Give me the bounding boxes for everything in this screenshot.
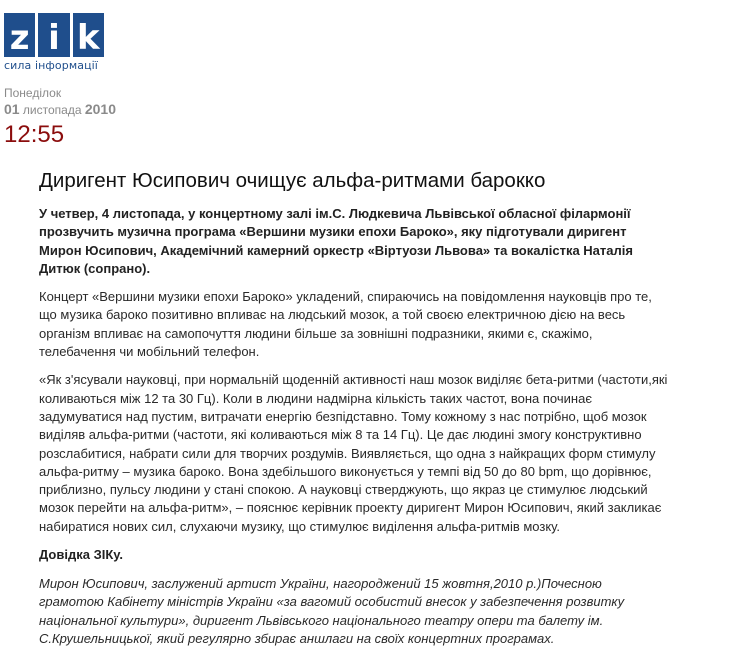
date-month: листопада [22,103,82,117]
lead-line: У четвер, 4 листопада, у концертному залі ім.С. Людкевича Львівської обласної філармонії [39,206,631,221]
paragraph-line: мозок перейти на альфа-ритм», – пояснює керівник проекту диригент Мирон Юсипович, який закликає [39,500,662,516]
bio-line: грамотою Кабінету міністрів України «за вагомий особистий внесок у забезпечення розвитку [39,594,625,610]
date-year: 2010 [84,101,117,117]
paragraph-line: телебачення чи мобільний телефон. [39,344,260,360]
paragraph-line: організм впливає на самопочуття людини більше за зовнішні подразники, якими є, скажімо, [39,325,593,341]
article [39,168,739,658]
article-paragraph-1 [39,288,739,361]
paragraph-line: задумуватися над пустим, витрачати енергію безпідставно. Тому кожному з нас потрібно, щоб мозок [39,408,647,424]
weekday: Понеділок [4,86,62,100]
logo-letters [4,13,104,57]
time: 12:55 [4,121,65,148]
paragraph-line: альфа-ритму – музика бароко. Вона здебільшого виконується у темпі від 50 до 80 bpm, що дорівнює, [39,463,652,479]
paragraph-line: приблизно, пульсу людини у стані спокою. А науковці стверджують, що якраз це стимулює людський [39,482,648,498]
article-headline: Диригент Юсипович очищує альфа-ритмами барокко [39,169,546,192]
date-block [4,86,116,149]
lead-line: Мирон Юсипович, Академічний камерний оркестр «Віртуози Львова» та вокалістка Наталія [39,242,633,258]
logo-letter-k [73,13,104,57]
bio-line: Мирон Юсипович, заслужений артист України, нагороджений 15 жовтня,2010 р.)Почесною [39,576,602,592]
paragraph-line: «Як з'ясували науковці, при нормальній щоденній активності наш мозок виділяє бета-ритми (частоти,які [39,372,668,388]
article-lead [39,205,739,278]
logo-tagline: сила інформації [4,59,98,72]
paragraph-line: виділяв альфа-ритми (частоти, які коливаються між 8 та 14 Гц). Це дає людині змогу конструктивно [39,427,642,443]
logo-letter-i [38,13,69,57]
bio-line: С.Крушельницької, який регулярно збирає аншлаги на своїх концертних програмах. [39,630,555,646]
logo-letter-z-text: z [9,18,30,58]
date-line [4,101,116,118]
lead-line: прозвучить музична програма «Вершини музики епохи Бароко», яку підготували диригент [39,224,627,240]
logo-letter-k-text: k [77,18,100,58]
lead-line: Дитюк (сопрано). [39,260,151,276]
paragraph-line: розслабитися, набрати сили для творчих роздумів. Виявляється, що одна з найкращих форм стимулу [39,445,656,461]
article-paragraph-2 [39,371,739,536]
bio-paragraph [39,575,739,648]
paragraph-line: набиратися нових сил, слухаючи музику, що стимулює виділення альфа-ритмів мозку. [39,518,560,534]
logo-letter-z [4,13,35,57]
paragraph-line: що музика бароко позитивно впливає на людський мозок, а той своєю електричною дією на весь [39,307,626,323]
paragraph-line: Концерт «Вершини музики епохи Бароко» укладений, спираючись на повідомлення науковців про те, [39,289,652,305]
date-day: 01 [4,101,20,117]
reference-heading: Довідка ЗІКу. [39,547,123,563]
paragraph-line: коливаються між 12 та 30 Гц). Коли в людини надмірна кількість таких частот, вона починає [39,390,592,406]
bio-line: національної культури», диригент Львівського національного театру опери та балету ім. [39,612,604,628]
logo-letter-i-text: i [48,18,60,58]
site-logo[interactable] [4,13,104,72]
